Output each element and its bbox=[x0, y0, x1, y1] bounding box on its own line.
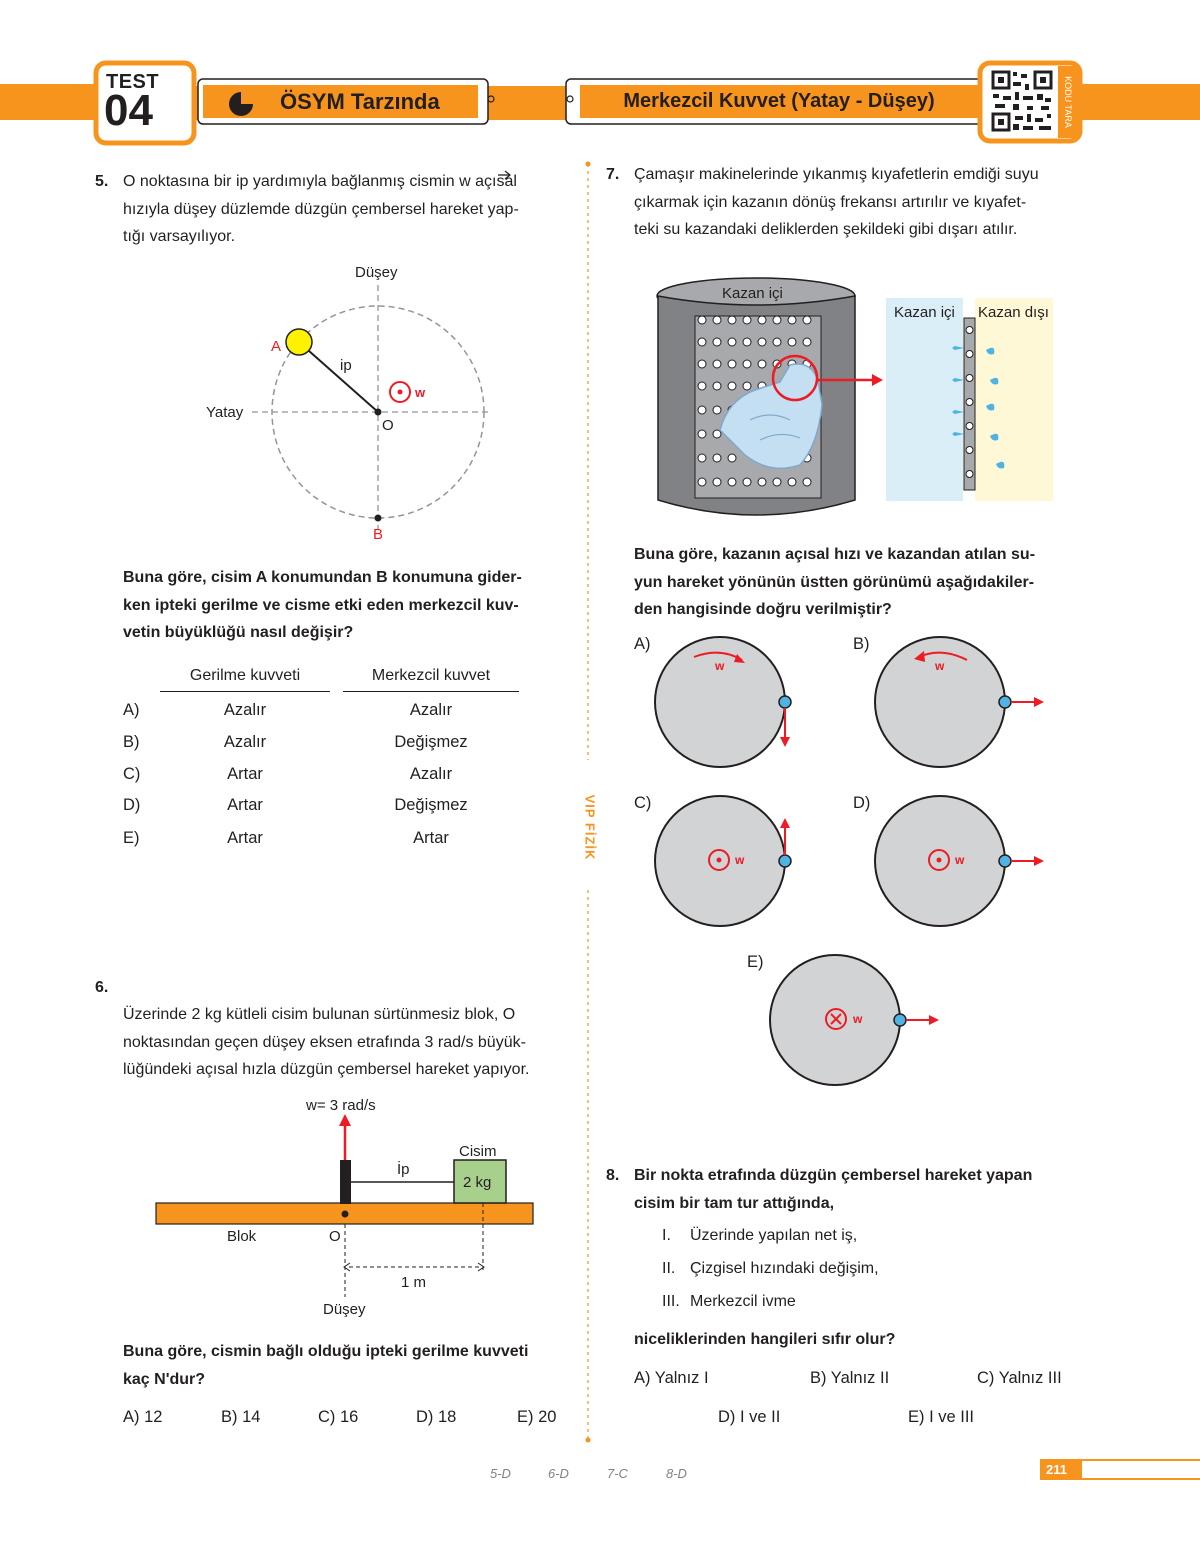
option-label: B) bbox=[853, 635, 870, 653]
option-label: C) bbox=[123, 765, 141, 783]
test-label: TEST bbox=[106, 71, 160, 93]
answer-key-item: 6-D bbox=[548, 1466, 569, 1481]
outside-region bbox=[975, 298, 1053, 501]
q8-question: niceliklerinden hangileri sıfır olur? bbox=[634, 1331, 896, 1348]
q5-circle-diagram bbox=[190, 255, 510, 550]
q8-option[interactable]: D) I ve II bbox=[718, 1408, 781, 1426]
tension-value: Azalır bbox=[223, 701, 267, 719]
q6-option[interactable]: A) 12 bbox=[123, 1408, 163, 1426]
label-object: Cisim bbox=[459, 1143, 497, 1160]
roman-numeral: III. bbox=[662, 1293, 680, 1310]
centripetal-value: Değişmez bbox=[394, 796, 468, 814]
q7-option[interactable] bbox=[634, 635, 834, 775]
header-band-right bbox=[1082, 84, 1200, 120]
table-row[interactable] bbox=[120, 829, 540, 853]
bottom-point bbox=[375, 515, 382, 522]
page-number: 211 bbox=[1046, 1462, 1067, 1477]
header-band-left bbox=[0, 84, 104, 120]
q8-option[interactable]: C) Yalnız III bbox=[977, 1369, 1062, 1387]
q8-number: 8. bbox=[606, 1167, 620, 1184]
label-distance: 1 m bbox=[401, 1274, 427, 1291]
answer-key-item: 7-C bbox=[607, 1466, 628, 1481]
q5-stem-line: O noktasına bir ip yardımıyla bağlanmış cismin w açısal bbox=[123, 173, 517, 190]
q7-stem-line: teki su kazandaki deliklerden şekildeki gibi dışarı atılır. bbox=[634, 221, 1018, 238]
label-block: Blok bbox=[227, 1228, 257, 1245]
q5-stem-line: tığı varsayılıyor. bbox=[123, 228, 236, 245]
inside-region bbox=[886, 298, 963, 501]
q8-stem-line: cisim bir tam tur attığında, bbox=[634, 1194, 835, 1212]
label-point-b: B bbox=[373, 526, 384, 543]
option-label: C) bbox=[634, 794, 652, 812]
test-number: 04 bbox=[104, 86, 153, 135]
label-outside: Kazan dışı bbox=[978, 304, 1049, 321]
q7-question-line: den hangisinde doğru verilmiştir? bbox=[634, 601, 892, 618]
water-drop-point bbox=[894, 1014, 906, 1026]
table-header-underline bbox=[160, 691, 330, 692]
water-drop-point bbox=[779, 696, 791, 708]
water-drop-point bbox=[999, 855, 1011, 867]
top-view-circle bbox=[649, 794, 829, 934]
table-row[interactable] bbox=[120, 765, 540, 789]
q7-question-line: yun hareket yönünün üstten görünümü aşağıdakiler- bbox=[634, 573, 1035, 591]
option-label: E) bbox=[123, 829, 140, 847]
sidebar-brand: VIP FİZİK bbox=[582, 794, 598, 861]
top-view-circle bbox=[769, 953, 959, 1093]
q8-option[interactable]: B) Yalnız II bbox=[810, 1369, 890, 1387]
header-graphics bbox=[0, 0, 1200, 150]
table-header-underline bbox=[343, 691, 519, 692]
label-drum: Kazan içi bbox=[722, 285, 783, 302]
tension-value: Artar bbox=[227, 829, 263, 847]
rope-line bbox=[300, 343, 378, 412]
q5-question-line: vetin büyüklüğü nasıl değişir? bbox=[123, 624, 354, 641]
vector-arrow-icon bbox=[497, 168, 511, 180]
tension-value: Artar bbox=[227, 765, 263, 783]
table-header-tension: Gerilme kuvveti bbox=[189, 667, 301, 684]
centripetal-value: Artar bbox=[413, 829, 449, 847]
q5-question-line: Buna göre, cisim A konumundan B konumuna gider- bbox=[123, 569, 522, 586]
water-drop-point bbox=[779, 855, 791, 867]
item-text: Çizgisel hızındaki değişim, bbox=[690, 1260, 879, 1277]
option-label: D) bbox=[123, 796, 141, 814]
q6-block-diagram bbox=[150, 1090, 550, 1325]
style-label: ÖSYM Tarzında bbox=[280, 89, 440, 114]
label-point-a: A bbox=[271, 338, 282, 355]
page-number-box bbox=[1040, 1459, 1200, 1480]
q7-stem-line: Çamaşır makinelerinde yıkanmış kıyafetlerin emdiği suyu bbox=[634, 166, 1039, 183]
q6-number: 6. bbox=[95, 979, 109, 996]
q6-option[interactable]: D) 18 bbox=[416, 1408, 457, 1426]
qr-caption: KODU TARA bbox=[1063, 76, 1073, 128]
q6-question-line: Buna göre, cismin bağlı olduğu ipteki gerilme kuvveti bbox=[123, 1343, 529, 1360]
q6-option[interactable]: E) 20 bbox=[517, 1408, 557, 1426]
omega-label: w bbox=[935, 659, 945, 673]
q7-washing-drum bbox=[650, 270, 1070, 530]
centripetal-value: Değişmez bbox=[394, 733, 468, 751]
q8-item bbox=[662, 1260, 879, 1278]
q7-question-line: Buna göre, kazanın açısal hızı ve kazandan atılan su- bbox=[634, 546, 1036, 563]
table-header-centripetal: Merkezcil kuvvet bbox=[371, 667, 491, 684]
option-label: B) bbox=[123, 733, 140, 751]
answer-key-item: 5-D bbox=[490, 1466, 511, 1481]
q7-question bbox=[634, 541, 1089, 624]
answer-key-item: 8-D bbox=[666, 1466, 687, 1481]
table-row[interactable] bbox=[120, 701, 540, 725]
label-horizontal: Yatay bbox=[206, 404, 244, 421]
q7-option[interactable] bbox=[853, 794, 1073, 934]
q7-option[interactable] bbox=[634, 794, 834, 934]
q5-question bbox=[123, 564, 573, 647]
q5-number: 5. bbox=[95, 173, 109, 190]
top-view-circle bbox=[868, 794, 1058, 934]
label-omega: w bbox=[415, 385, 426, 400]
q6-stem-line: noktasından geçen düşey eksen etrafında 3 rad/s büyük- bbox=[123, 1033, 526, 1051]
q5-answer-table bbox=[120, 665, 540, 855]
omega-label: w bbox=[955, 853, 965, 867]
q8-stem-line: Bir nokta etrafında düzgün çembersel hareket yapan bbox=[634, 1167, 1033, 1184]
label-vertical: Düşey bbox=[355, 264, 398, 281]
option-label: A) bbox=[634, 635, 651, 653]
label-vertical: Düşey bbox=[323, 1301, 366, 1318]
q5-stem-line: hızıyla düşey düzlemde düzgün çembersel hareket yap- bbox=[123, 200, 519, 218]
page-header bbox=[0, 0, 1200, 150]
omega-label: w bbox=[853, 1012, 863, 1026]
roman-numeral: II. bbox=[662, 1260, 676, 1277]
option-label: E) bbox=[747, 953, 764, 971]
center-point bbox=[375, 409, 382, 416]
q8-option[interactable]: E) I ve III bbox=[908, 1408, 975, 1426]
center-point bbox=[342, 1211, 349, 1218]
omega-label: w bbox=[735, 853, 745, 867]
water-drop-point bbox=[999, 696, 1011, 708]
label-rope: ip bbox=[340, 357, 352, 374]
item-text: Üzerinde yapılan net iş, bbox=[690, 1227, 858, 1244]
top-view-circle bbox=[649, 635, 829, 775]
q6-stem bbox=[123, 1001, 583, 1084]
q6-question bbox=[123, 1338, 578, 1393]
q7-option[interactable] bbox=[853, 635, 1073, 775]
topic-title: Merkezcil Kuvvet (Yatay - Düşey) bbox=[623, 90, 935, 112]
tension-value: Artar bbox=[227, 796, 263, 814]
label-inside: Kazan içi bbox=[894, 304, 955, 321]
q8-stem bbox=[634, 1162, 1094, 1217]
axis-post bbox=[340, 1160, 351, 1204]
q7-stem-line: çıkarmak için kazanın dönüş frekansı artırılır ve kıyafet- bbox=[634, 193, 1027, 211]
q5-stem bbox=[123, 168, 573, 251]
item-text: Merkezcil ivme bbox=[690, 1293, 796, 1310]
option-label: A) bbox=[123, 701, 140, 719]
label-point-o: O bbox=[382, 417, 394, 434]
q6-option[interactable]: B) 14 bbox=[221, 1408, 261, 1426]
label-mass: 2 kg bbox=[463, 1174, 492, 1191]
q8-item bbox=[662, 1227, 857, 1245]
q6-option[interactable]: C) 16 bbox=[318, 1408, 359, 1426]
centripetal-value: Azalır bbox=[409, 765, 453, 783]
q6-question-line: kaç N'dur? bbox=[123, 1370, 206, 1388]
tension-value: Azalır bbox=[223, 733, 267, 751]
top-view-circle bbox=[868, 635, 1058, 775]
label-omega: w= 3 rad/s bbox=[306, 1097, 376, 1114]
qr-code-icon bbox=[991, 70, 1053, 132]
label-rope: İp bbox=[397, 1161, 410, 1178]
q8-option[interactable]: A) Yalnız I bbox=[634, 1369, 709, 1387]
table-row[interactable] bbox=[120, 796, 540, 820]
option-label: D) bbox=[853, 794, 871, 812]
centripetal-value: Azalır bbox=[409, 701, 453, 719]
q7-stem bbox=[634, 161, 1094, 244]
roman-numeral: I. bbox=[662, 1227, 671, 1244]
q7-option[interactable] bbox=[747, 953, 967, 1093]
label-point-o: O bbox=[329, 1228, 341, 1245]
q6-stem-line: lüğündeki açısal hızla düzgün çembersel hareket yapıyor. bbox=[123, 1061, 530, 1078]
table-row[interactable] bbox=[120, 733, 540, 757]
q7-number: 7. bbox=[606, 166, 620, 183]
q8-item bbox=[662, 1293, 796, 1311]
omega-label: w bbox=[715, 659, 725, 673]
q5-question-line: ken ipteki gerilme ve cisme etki eden merkezcil kuv- bbox=[123, 596, 519, 614]
object-ball bbox=[286, 329, 312, 355]
q6-stem-line: Üzerinde 2 kg kütleli cisim bulunan sürtünmesiz blok, O bbox=[123, 1006, 516, 1023]
